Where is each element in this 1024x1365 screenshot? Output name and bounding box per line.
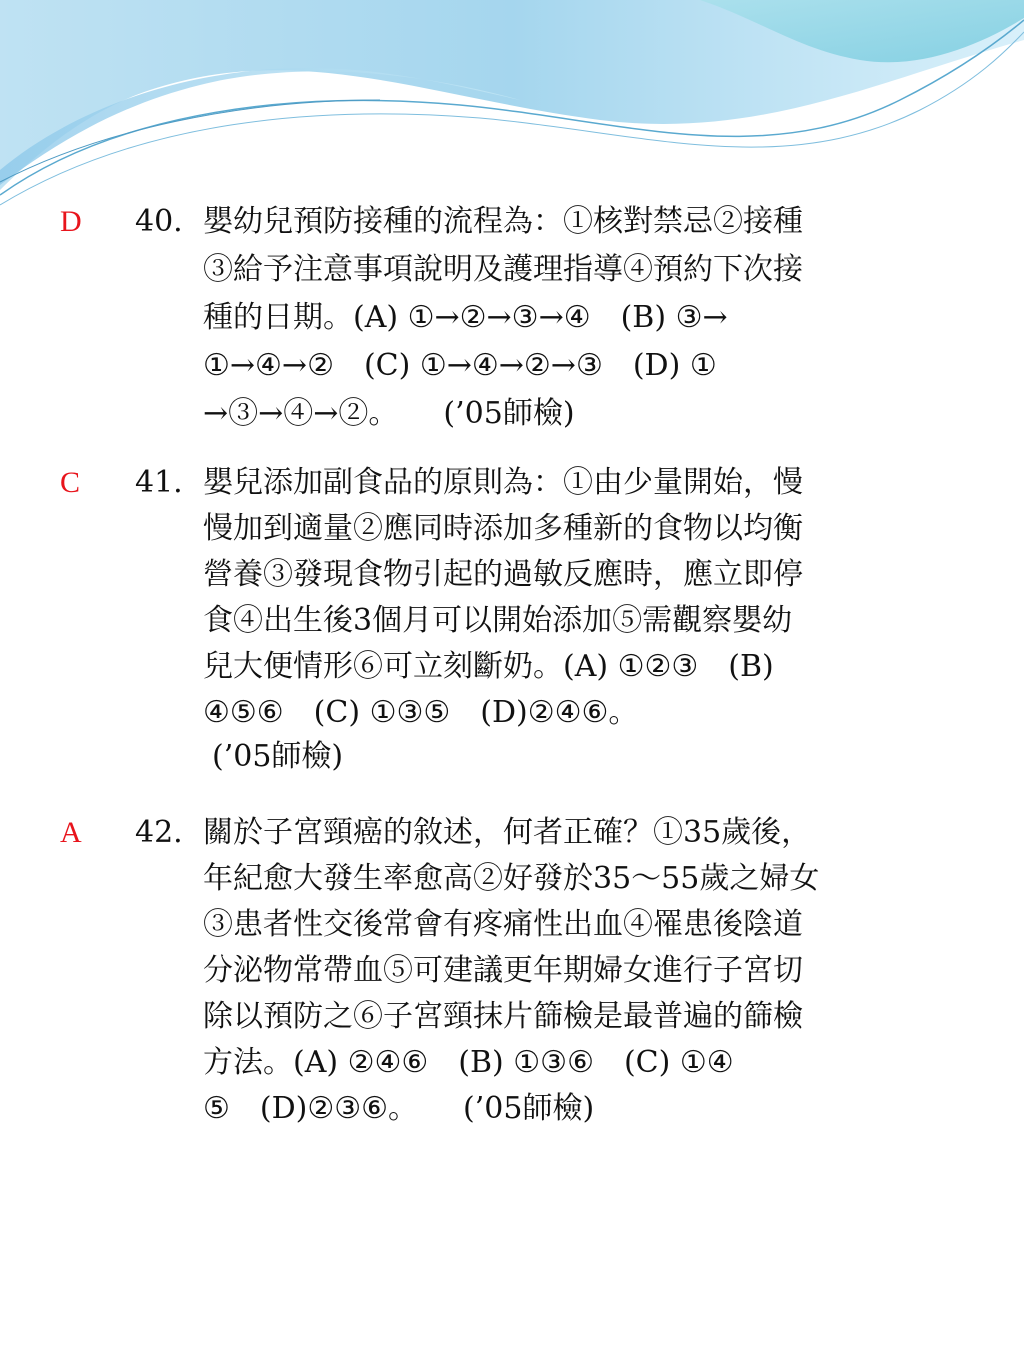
question-text-line: 兒大便情形⑥可立刻斷奶。(A) ①②③ (B) — [203, 649, 774, 684]
question-text-line: 關於子宮頸癌的敘述，何者正確？①35歲後， — [203, 815, 812, 850]
answer-letter: C — [60, 466, 81, 499]
question-text-line: 嬰幼兒預防接種的流程為：①核對禁忌②接種 — [203, 204, 803, 239]
question-text-line: ⑤ (D)②③⑥。 (’05師檢) — [203, 1091, 595, 1126]
question-text-line: 營養③發現食物引起的過敏反應時，應立即停 — [203, 557, 803, 592]
question-text-line: 年紀愈大發生率愈高②好發於35～55歲之婦女 — [203, 861, 820, 896]
question-text-line: ③給予注意事項說明及護理指導④預約下次接 — [203, 252, 803, 287]
question-number: 42. — [135, 815, 183, 850]
question-text-line: 方法。(A) ②④⑥ (B) ①③⑥ (C) ①④ — [203, 1045, 734, 1080]
question-text-line: 分泌物常帶血⑤可建議更年期婦女進行子宮切 — [203, 953, 803, 988]
question-text-line: (’05師檢) — [212, 739, 344, 774]
question-text-line: 除以預防之⑥子宮頸抹片篩檢是最普遍的篩檢 — [203, 999, 803, 1034]
question-text-line: 嬰兒添加副食品的原則為：①由少量開始，慢 — [203, 465, 803, 500]
question-text-line: 種的日期。(A) ①→②→③→④ (B) ③→ — [203, 300, 728, 335]
question-text-line: ③患者性交後常會有疼痛性出血④罹患後陰道 — [203, 907, 803, 942]
question-text-line: 慢加到適量②應同時添加多種新的食物以均衡 — [203, 511, 803, 546]
question-number: 40. — [135, 204, 183, 239]
question-text-line: ①→④→② (C) ①→④→②→③ (D) ① — [203, 348, 717, 383]
question-number: 41. — [135, 465, 183, 500]
question-text-line: →③→④→②。 (’05師檢) — [203, 396, 575, 431]
question-text-line: 食④出生後3個月可以開始添加⑤需觀察嬰幼 — [203, 603, 793, 638]
answer-letter: D — [60, 205, 82, 238]
question-text-line: ④⑤⑥ (C) ①③⑤ (D)②④⑥。 — [203, 695, 639, 730]
answer-letter: A — [60, 816, 82, 849]
